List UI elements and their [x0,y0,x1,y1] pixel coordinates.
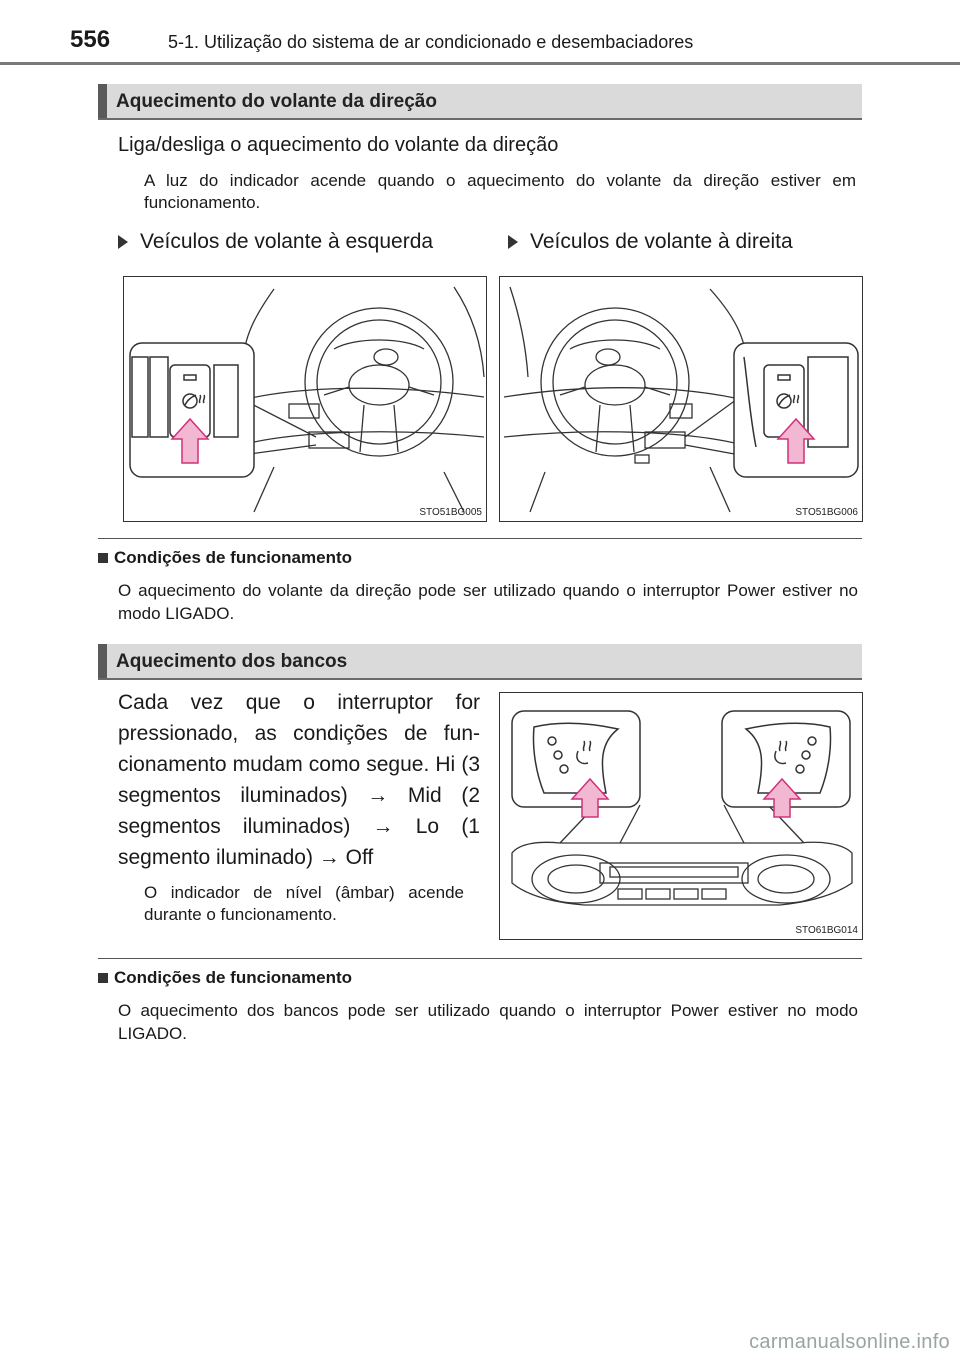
figure-right-hand-drive [499,276,863,522]
conditions-text-seat: O aquecimento dos bancos pode ser utilizado quando o interruptor Power estiver no modo LIGADO. [118,1001,858,1043]
variant-left-hand-drive [118,230,433,254]
divider [98,958,862,959]
variant-label: Veículos de volante à esquerda [140,230,434,253]
seat-heater-illustration [500,693,863,940]
figure-code: STO51BG005 [419,507,482,518]
section-title: Aquecimento do volante da direção [116,91,437,112]
steering-wheel-left-illustration [124,277,487,522]
conditions-title: Condições de funcionamento [114,968,353,987]
square-bullet-icon [98,973,108,983]
section-mark [98,84,107,118]
seat-heater-note: O indicador de nível (âmbar) acende durante o funcionamento. [144,883,464,924]
watermark: carmanualsonline.info [749,1331,950,1353]
seat-heater-cycle-text: Cada vez que o interruptor for pressionado, as condições de fun-cionamento mudam como segue. Hi (3 segmentos iluminados) → Mid (2 segmentos iluminados) → Lo (1 segmento iluminado) → Off [118,691,480,869]
variant-label: Veículos de volante à direita [530,230,793,253]
figure-left-hand-drive [123,276,487,522]
page-number: 556 [70,26,111,53]
section-heading-steering-heater [98,84,862,120]
section-title: Aquecimento dos bancos [116,651,348,672]
conditions-title: Condições de funcionamento [114,548,353,567]
section-mark [98,644,107,678]
steering-wheel-right-illustration [500,277,863,522]
header-rule [0,62,960,65]
divider [98,538,862,539]
steering-heater-note: A luz do indicador acende quando o aquecimento do volante da direção estiver em funcionamento. [144,171,856,212]
conditions-title-steering [98,548,352,568]
figure-seat-heater [499,692,863,940]
triangle-bullet-icon [118,235,128,249]
conditions-title-seat [98,968,352,988]
variant-right-hand-drive [508,230,793,254]
conditions-text-steering: O aquecimento do volante da direção pode ser utilizado quando o interruptor Power estiver no modo LIGADO. [118,581,858,623]
chapter-title: 5-1. Utilização do sistema de ar condicionado e desembaciadores [168,32,694,52]
triangle-bullet-icon [508,235,518,249]
figure-code: STO61BG014 [795,925,858,936]
figure-code: STO51BG006 [795,507,858,518]
steering-heater-lead: Liga/desliga o aquecimento do volante da direção [118,134,559,156]
square-bullet-icon [98,553,108,563]
section-heading-seat-heater [98,644,862,680]
